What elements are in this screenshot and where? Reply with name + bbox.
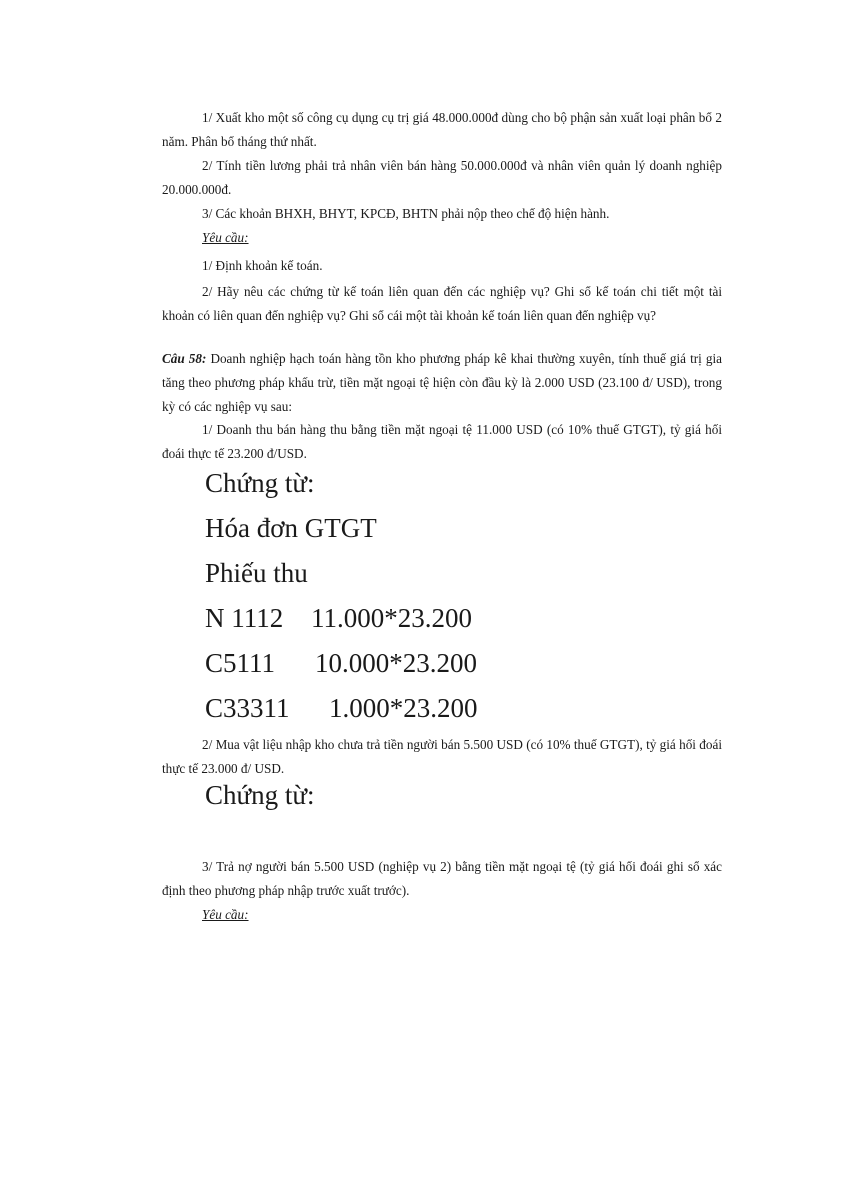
entry-amount: 10.000*23.200 (315, 648, 477, 678)
entry-account: C33311 (205, 693, 290, 723)
journal-entry-row (205, 643, 477, 683)
question-58-label: Câu 58: (162, 351, 207, 366)
requirement-heading-2: Yêu cầu: (202, 907, 249, 922)
requirement-1-text: 1/ Định khoản kế toán. (202, 258, 323, 273)
journal-entry-row (205, 688, 478, 728)
handwritten-doc-vat-invoice: Hóa đơn GTGT (205, 513, 377, 543)
entry-amount: 1.000*23.200 (329, 693, 478, 723)
operation-1-text: 1/ Doanh thu bán hàng thu bằng tiền mặt ngoại tệ 11.000 USD (có 10% thuế GTGT), tỷ giá hối đoái thực tế 23.200 đ/USD. (162, 422, 722, 461)
entry-account: C5111 (205, 648, 276, 678)
question-58-intro: Doanh nghiệp hạch toán hàng tồn kho phương pháp kê khai thường xuyên, tính thuế giá trị gia tăng theo phương pháp khấu trừ, tiền mặt ngoại tệ hiện còn đầu kỳ là 2.000 USD (23.100 đ/ USD), trong kỳ có các nghiệp vụ sau: (162, 351, 722, 414)
question-58-paragraph (162, 347, 722, 419)
entry-account: N 1112 (205, 603, 284, 633)
handwritten-documents-label-2: Chứng từ: (205, 780, 315, 810)
operation-2-text: 2/ Mua vật liệu nhập kho chưa trả tiền người bán 5.500 USD (có 10% thuế GTGT), tỷ giá hối đoái thực tế 23.000 đ/ USD. (162, 737, 722, 776)
journal-entry-row (205, 598, 472, 638)
operation-3-text: 3/ Trả nợ người bán 5.500 USD (nghiệp vụ 2) bằng tiền mặt ngoại tệ (tỷ giá hối đoái ghi sổ xác định theo phương pháp nhập trước xuất trước). (162, 859, 722, 898)
handwritten-doc-receipt: Phiếu thu (205, 558, 308, 588)
handwritten-documents-label: Chứng từ: (205, 468, 315, 498)
item-3-text: 3/ Các khoản BHXH, BHYT, KPCĐ, BHTN phải nộp theo chế độ hiện hành. (202, 206, 610, 221)
requirement-heading: Yêu cầu: (202, 230, 249, 245)
item-2-text: 2/ Tính tiền lương phải trả nhân viên bán hàng 50.000.000đ và nhân viên quản lý doanh nghiệp 20.000.000đ. (162, 158, 722, 197)
requirement-2-text: 2/ Hãy nêu các chứng từ kế toán liên quan đến các nghiệp vụ? Ghi sổ kế toán chi tiết một tài khoản có liên quan đến nghiệp vụ? Ghi sổ cái một tài khoản kế toán liên quan đến nghiệp vụ? (162, 284, 722, 323)
entry-amount: 11.000*23.200 (311, 603, 472, 633)
item-1-text: 1/ Xuất kho một số công cụ dụng cụ trị giá 48.000.000đ dùng cho bộ phận sản xuất loại phân bổ 2 năm. Phân bổ tháng thứ nhất. (162, 110, 722, 149)
